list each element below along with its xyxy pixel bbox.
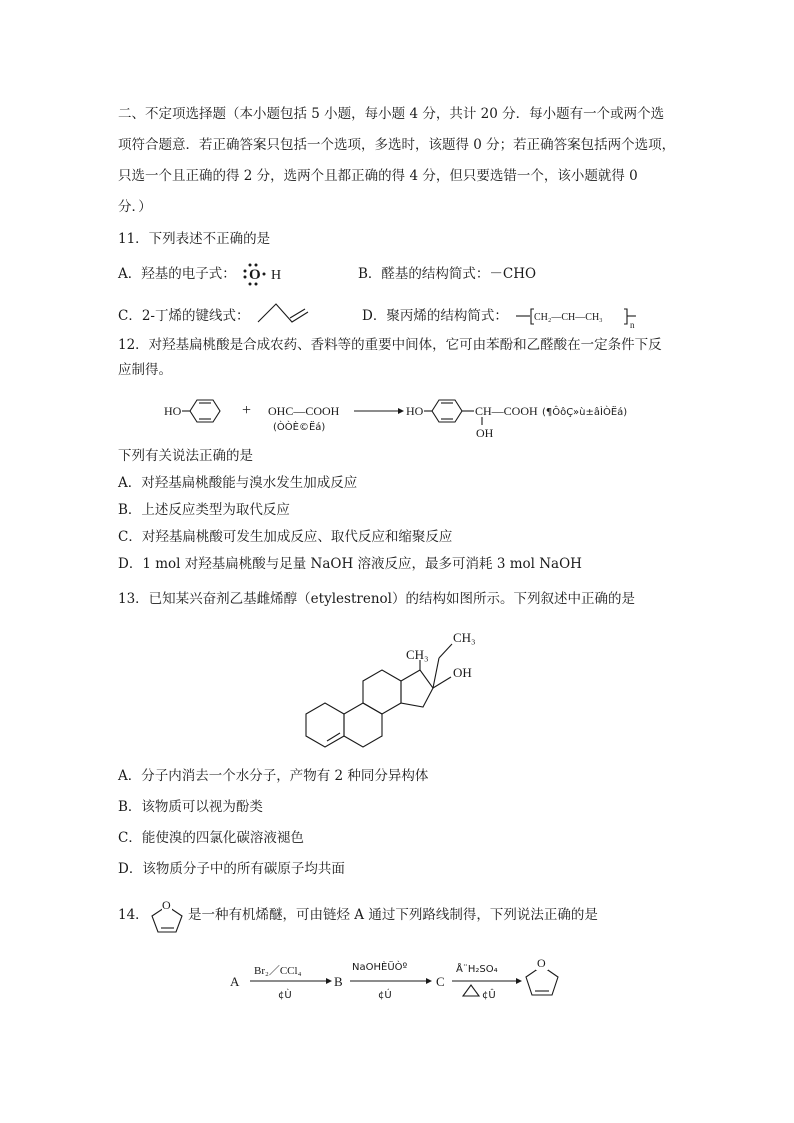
q14-number: 14． bbox=[118, 907, 149, 923]
polypropylene-n: n bbox=[630, 320, 635, 330]
product-ho-label: HO bbox=[406, 404, 424, 418]
2-butene-skeletal-formula bbox=[256, 298, 310, 328]
product-oh-label: OH bbox=[476, 426, 494, 440]
q14-synthesis-route bbox=[226, 950, 566, 1008]
section-header-line4: 分．） bbox=[118, 199, 152, 215]
ethylestrenol-structure bbox=[296, 622, 496, 758]
ring-d bbox=[401, 670, 433, 707]
ring-c bbox=[363, 670, 401, 714]
section-header-line2: 项符合题意．若正确答案只包括一个选项，多选时，该题得 0 分；若正确答案包括两个选项， bbox=[118, 137, 676, 153]
q12-stem-line1: 12．对羟基扁桃酸是合成农药、香料等的重要中间体，它可由苯酚和乙醛酸在一定条件下反 bbox=[118, 337, 662, 353]
step2-reagent: NaOHÈÜÒº bbox=[352, 962, 408, 973]
compound-a: A bbox=[230, 974, 240, 989]
q11-option-d: D．聚丙烯的结构简式： bbox=[362, 308, 508, 324]
product-name: (¶ÔôÇ»ù±âÌÒËá) bbox=[542, 407, 628, 418]
q13-option-a: A．分子内消去一个水分子，产物有 2 种同分异构体 bbox=[118, 768, 429, 784]
q14-stem: 是一种有机烯醚，可由链烃 A 通过下列路线制得，下列说法正确的是 bbox=[188, 907, 598, 923]
q12-stem-line2: 应制得。 bbox=[118, 362, 172, 378]
hydroxyl-electron-dot-formula bbox=[240, 259, 288, 289]
hydroxyl-label: OH bbox=[453, 665, 472, 680]
polypropylene-formula bbox=[514, 304, 642, 330]
product-oxygen-label: O bbox=[537, 956, 546, 970]
q12-question: 下列有关说法正确的是 bbox=[118, 448, 253, 464]
step1-label: ¢Ù bbox=[278, 990, 292, 1001]
step2-label: ¢Ú bbox=[378, 990, 392, 1001]
q11-option-b: B．醛基的结构简式：－CHO bbox=[358, 266, 537, 282]
q12-reaction-equation bbox=[160, 392, 650, 442]
q11-option-c: C．2-丁烯的键线式： bbox=[118, 308, 250, 324]
plus-sign: + bbox=[242, 402, 252, 419]
q12-option-d: D．1 mol 对羟基扁桃酸与足量 NaOH 溶液反应，最多可消耗 3 mol NaOH bbox=[118, 556, 582, 572]
q11-stem: 11．下列表述不正确的是 bbox=[118, 231, 271, 247]
step1-reagent: Br₂／CCl₄ bbox=[254, 965, 302, 977]
glyoxylic-acid-label: OHC—COOH bbox=[268, 404, 340, 418]
step3-reagent: Å¨H₂SO₄ bbox=[456, 964, 498, 975]
svg-text:O: O bbox=[249, 267, 261, 283]
q13-option-c: C．能使溴的四氯化碳溶液褪色 bbox=[118, 830, 304, 846]
compound-b: B bbox=[334, 974, 343, 989]
section-header-line1: 二、不定项选择题（本小题包括 5 小题，每小题 4 分，共计 20 分．每小题有一个或两个选 bbox=[118, 106, 665, 122]
q13-option-b: B．该物质可以视为酚类 bbox=[118, 799, 263, 815]
methyl-label: CH₃ bbox=[406, 647, 429, 662]
glyoxylic-acid-name: (ÒÒÈ©Ëá) bbox=[273, 422, 326, 433]
q12-option-c: C．对羟基扁桃酸可发生加成反应、取代反应和缩聚反应 bbox=[118, 529, 453, 545]
q11-option-a: A．羟基的电子式： bbox=[118, 266, 236, 282]
hydroxyl-h-label: H bbox=[271, 268, 282, 283]
ethyl-ch3-label: CH₃ bbox=[453, 630, 476, 645]
product-ch-cooh-label: CH—COOH bbox=[475, 404, 538, 418]
q13-stem: 13．已知某兴奋剂乙基雌烯醇（etylestrenol）的结构如图所示。下列叙述中正确的是 bbox=[118, 591, 635, 607]
compound-c: C bbox=[436, 974, 445, 989]
phenol-ho-label: HO bbox=[164, 404, 182, 418]
polypropylene-repeat-unit: CH₂—CH—CH₃ bbox=[534, 312, 603, 323]
dihydrofuran-icon bbox=[146, 894, 188, 936]
ring-oxygen-label: O bbox=[162, 898, 171, 912]
q12-option-a: A．对羟基扁桃酸能与溴水发生加成反应 bbox=[118, 475, 358, 491]
q12-option-b: B．上述反应类型为取代反应 bbox=[118, 502, 290, 518]
ring-a bbox=[306, 703, 344, 747]
section-header-line3: 只选一个且正确的得 2 分，选两个且都正确的得 4 分，但只要选错一个，该小题就得 0 bbox=[118, 168, 638, 184]
ring-b bbox=[344, 703, 382, 747]
step3-label: ¢Û bbox=[482, 990, 496, 1001]
heat-triangle-icon bbox=[463, 985, 479, 996]
q13-option-d: D．该物质分子中的所有碳原子均共面 bbox=[118, 861, 345, 877]
